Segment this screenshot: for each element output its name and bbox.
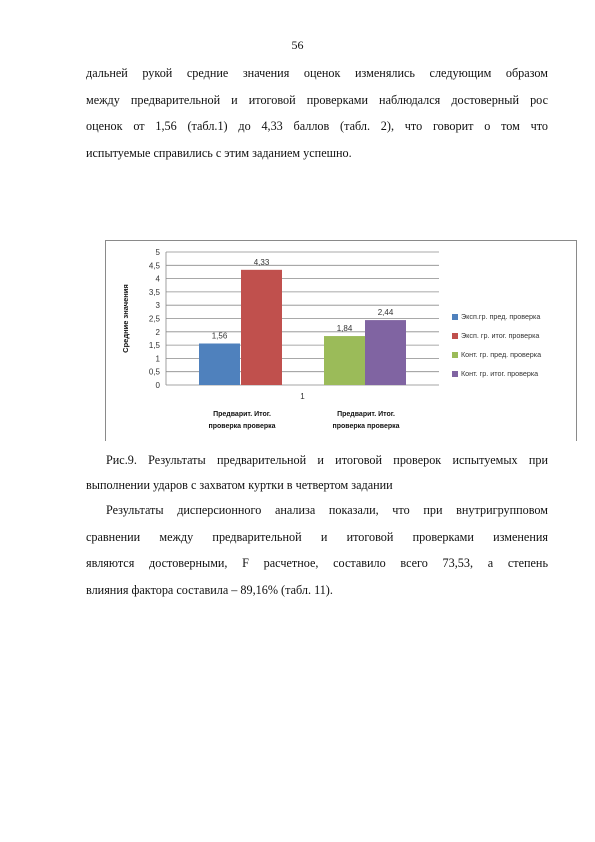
- text-line: Результаты дисперсионного анализа показали, что при внутригрупповом: [106, 503, 548, 517]
- y-tick-label: 4: [155, 274, 160, 284]
- chart: [105, 240, 577, 441]
- group-label: проверка проверка: [208, 423, 276, 430]
- data-label: 1,56: [211, 331, 228, 341]
- y-tick-label: 1: [155, 354, 160, 364]
- legend-swatch: [452, 371, 458, 377]
- x-tick-label: 1: [300, 392, 305, 401]
- text-line: являются достоверными, F расчетное, составило всего 73,53, а степень: [86, 556, 548, 570]
- y-tick-label: 2,5: [148, 314, 160, 324]
- legend-label: Конт. гр. итог. проверка: [461, 369, 539, 378]
- y-tick-label: 3,5: [148, 287, 160, 297]
- data-label: 2,44: [377, 308, 394, 318]
- legend-item: [452, 345, 574, 364]
- text-line: между предварительной и итоговой проверками наблюдался достоверный рос: [86, 92, 548, 107]
- text-line: влияния фактора составила – 89,16% (табл. 11).: [86, 582, 333, 597]
- paragraph-2: [86, 497, 548, 603]
- legend-item: [452, 364, 574, 383]
- caption-line: выполнении ударов с захватом куртки в четвертом задании: [86, 478, 393, 492]
- data-label: 4,33: [253, 257, 270, 267]
- legend-swatch: [452, 352, 458, 358]
- bar: [199, 344, 240, 385]
- text-line: испытуемые справились с этим заданием успешно.: [86, 145, 352, 160]
- data-label: 1,84: [336, 324, 353, 334]
- y-tick-label: 5: [155, 248, 160, 257]
- text-line: сравнении между предварительной и итоговой проверками изменения: [86, 529, 548, 544]
- caption-line: Рис.9. Результаты предварительной и итоговой проверок испытуемых при: [106, 453, 548, 467]
- text-line: оценок от 1,56 (табл.1) до 4,33 баллов (табл. 2), что говорит о том что: [86, 119, 548, 133]
- bar: [241, 270, 282, 385]
- legend-swatch: [452, 314, 458, 320]
- bar: [365, 320, 406, 385]
- y-tick-label: 0: [155, 381, 160, 390]
- legend-item: [452, 307, 574, 326]
- group-label: Предварит. Итог.: [337, 411, 395, 418]
- y-tick-label: 2: [155, 327, 160, 337]
- legend-swatch: [452, 333, 458, 339]
- bar: [324, 336, 365, 385]
- group-label: проверка проверка: [332, 423, 400, 430]
- page-number: 56: [291, 38, 304, 52]
- legend-item: [452, 326, 574, 345]
- paragraph-1: [86, 60, 548, 166]
- y-tick-label: 0,5: [148, 367, 160, 377]
- text-line: дальней рукой средние значения оценок изменялись следующим образом: [86, 66, 548, 80]
- group-label: Предварит. Итог.: [213, 411, 271, 418]
- y-tick-label: 4,5: [148, 261, 160, 271]
- y-tick-label: 1,5: [148, 341, 160, 351]
- legend-label: Эксп.гр. пред. проверка: [461, 312, 541, 321]
- chart-legend: [452, 307, 574, 383]
- legend-label: Конт. гр. пред. проверка: [461, 350, 542, 359]
- y-tick-label: 3: [155, 301, 160, 311]
- y-axis-label: Средние значения: [121, 284, 130, 353]
- legend-label: Эксп. гр. итог. проверка: [461, 331, 540, 340]
- figure-caption: [86, 448, 548, 498]
